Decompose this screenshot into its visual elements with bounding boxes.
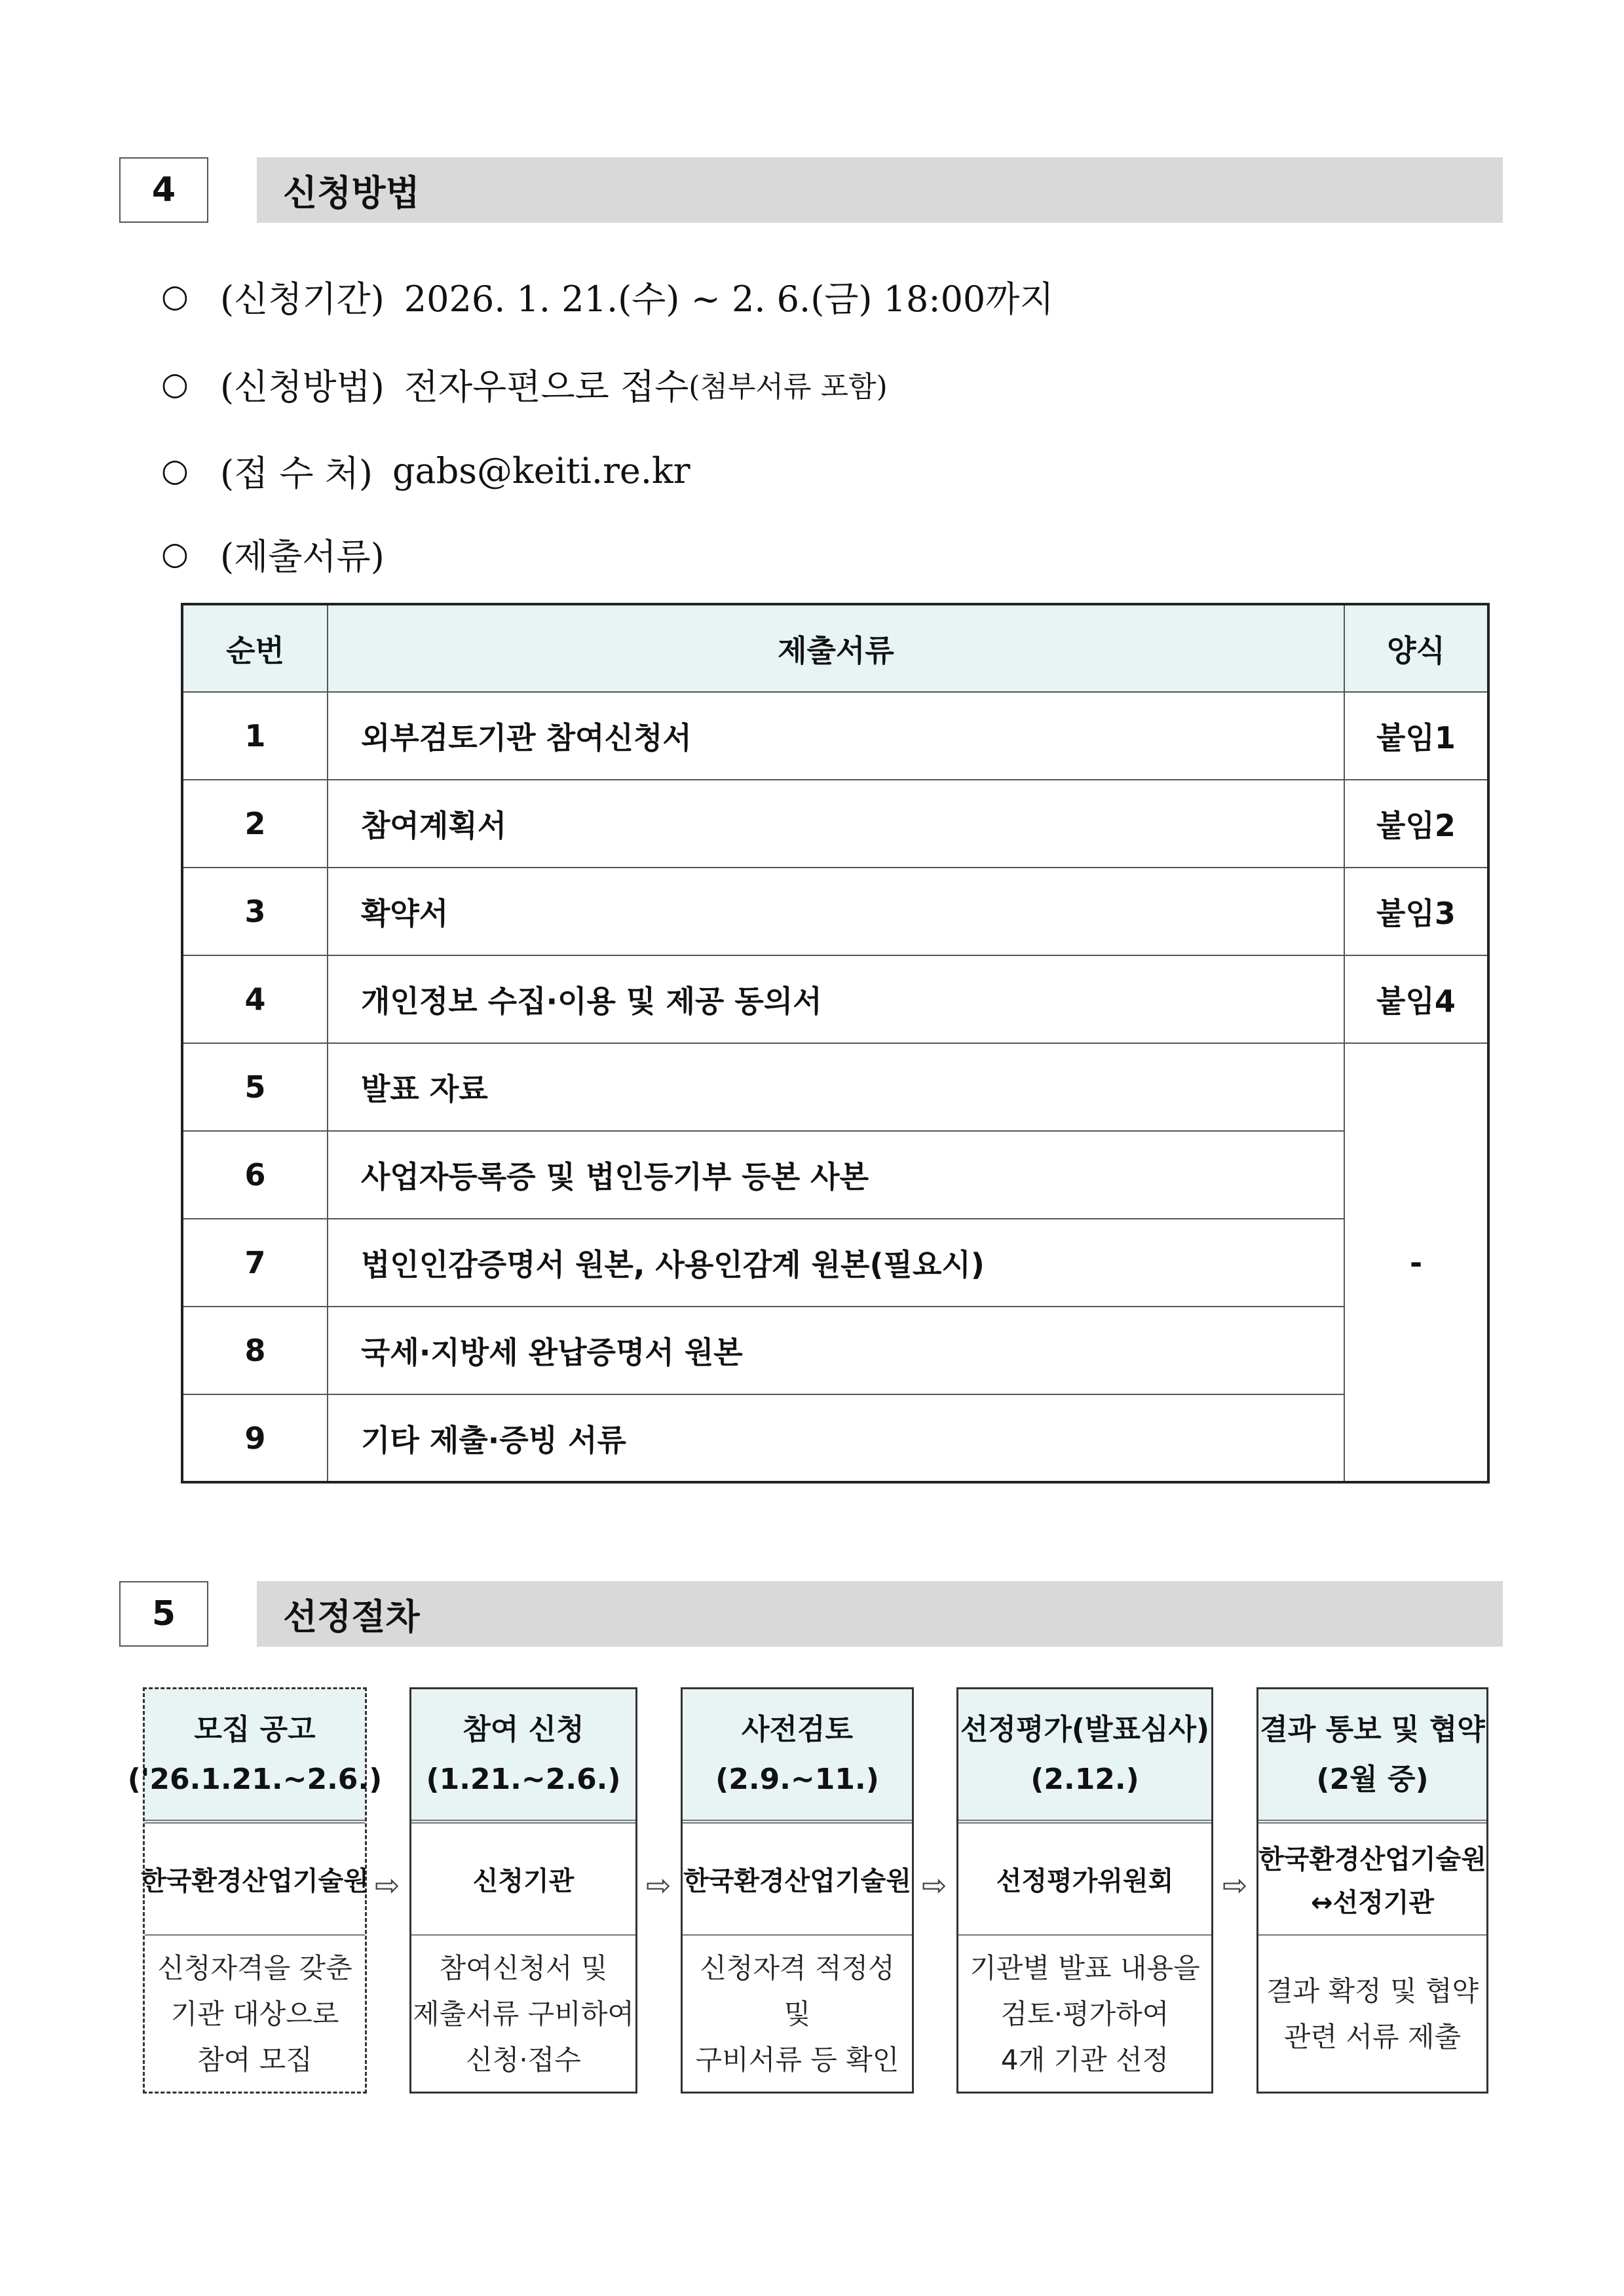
- bullet-label: (신청방법): [220, 366, 385, 408]
- row-document: 기타 제출·증빙 서류: [328, 1394, 1344, 1482]
- org-line: ↔선정기관: [1310, 1887, 1435, 1918]
- table-row: [182, 780, 1488, 868]
- desc-line: 4개 기관 선정: [1000, 2044, 1169, 2076]
- header-no: 순번: [182, 604, 328, 692]
- org-line: 신청기관: [472, 1866, 575, 1896]
- submission-documents-table: [181, 603, 1490, 1483]
- header-document: 제출서류: [328, 604, 1344, 692]
- section-number: 4: [119, 157, 208, 223]
- row-no: 8: [182, 1307, 328, 1394]
- org-line: 한국환경산업기술원: [683, 1866, 911, 1896]
- desc-line: 기관 대상으로: [170, 1998, 339, 2030]
- bullet-application-method: [161, 358, 888, 410]
- circle-bullet-icon: ○: [161, 366, 189, 402]
- table-row: [182, 1043, 1488, 1131]
- row-no: 7: [182, 1219, 328, 1307]
- flow-step-pre-review: [681, 1687, 914, 2094]
- desc-line: 신청·접수: [466, 2044, 581, 2076]
- row-no: 6: [182, 1131, 328, 1219]
- org-line: 선정평가위원회: [996, 1866, 1174, 1896]
- desc-line: 신청자격 적정성: [700, 1952, 895, 1984]
- step-title: 선정평가(발표심사): [960, 1712, 1210, 1746]
- table-row: [182, 692, 1488, 780]
- circle-bullet-icon: ○: [161, 278, 189, 315]
- step-period: (2.9.~11.): [715, 1762, 879, 1796]
- right-arrow-icon: ⇨: [922, 1867, 947, 1903]
- step-period: (2월 중): [1316, 1762, 1429, 1796]
- step-description: [1258, 1937, 1486, 2092]
- bullet-receiving-address: [161, 444, 690, 497]
- flow-step-application: [409, 1687, 637, 2094]
- desc-line: 관련 서류 제출: [1283, 2021, 1462, 2053]
- section-number: 5: [119, 1581, 208, 1647]
- header-form: 양식: [1344, 604, 1488, 692]
- row-document: 국세·지방세 완납증명서 원본: [328, 1307, 1344, 1394]
- row-document: 외부검토기관 참여신청서: [328, 692, 1344, 780]
- row-document: 발표 자료: [328, 1043, 1344, 1131]
- row-form: 붙임4: [1344, 955, 1488, 1043]
- step-description: [683, 1937, 912, 2092]
- section-title: 선정절차: [257, 1581, 1503, 1647]
- desc-line: 제출서류 구비하여: [413, 1998, 634, 2030]
- table-row: [182, 955, 1488, 1043]
- step-header: [958, 1689, 1211, 1824]
- row-no: 5: [182, 1043, 328, 1131]
- desc-line: 참여신청서 및: [439, 1952, 608, 1984]
- step-organization: [141, 1827, 369, 1936]
- bullet-value: 2026. 1. 21.(수) ~ 2. 6.(금) 18:00까지: [404, 278, 1054, 320]
- email-address: gabs@keiti.re.kr: [392, 450, 690, 491]
- step-description: [958, 1937, 1211, 2092]
- table-row: [182, 868, 1488, 955]
- desc-line: 참여 모집: [197, 2044, 312, 2076]
- row-document: 확약서: [328, 868, 1344, 955]
- desc-line: 기관별 발표 내용을: [970, 1952, 1200, 1984]
- bullet-value: 전자우편으로 접수: [404, 366, 689, 408]
- row-form: 붙임2: [1344, 780, 1488, 868]
- flow-step-evaluation: [956, 1687, 1213, 2094]
- row-document: 법인인감증명서 원본, 사용인감계 원본(필요시): [328, 1219, 1344, 1307]
- table-row: [182, 1394, 1488, 1482]
- row-no: 3: [182, 868, 328, 955]
- flow-step-recruitment: [127, 1687, 383, 2094]
- step-description: [145, 1937, 365, 2092]
- row-document: 개인정보 수집·이용 및 제공 동의서: [328, 955, 1344, 1043]
- step-header: [1258, 1689, 1486, 1824]
- flow-step-result-agreement: [1256, 1687, 1488, 2094]
- step-header: [127, 1689, 383, 1824]
- row-form-merged: -: [1344, 1043, 1488, 1482]
- bullet-note: (첨부서류 포함): [689, 370, 888, 404]
- bullet-submission-documents: [161, 527, 404, 580]
- step-organization: [683, 1827, 912, 1936]
- step-header: [411, 1689, 635, 1824]
- step-period: ('26.1.21.~2.6.): [127, 1762, 383, 1796]
- table-header-row: [182, 604, 1488, 692]
- bullet-label: (신청기간): [220, 278, 385, 320]
- step-organization: [1258, 1827, 1486, 1936]
- row-form: 붙임1: [1344, 692, 1488, 780]
- desc-line: 검토·평가하여: [1000, 1998, 1169, 2030]
- row-no: 2: [182, 780, 328, 868]
- bullet-label: (제출서류): [220, 535, 385, 577]
- bullet-application-period: [161, 270, 1054, 322]
- step-organization: [411, 1827, 635, 1936]
- table-row: [182, 1131, 1488, 1219]
- bullet-label: (접 수 처): [220, 452, 373, 494]
- table-row: [182, 1307, 1488, 1394]
- row-no: 9: [182, 1394, 328, 1482]
- right-arrow-icon: ⇨: [646, 1867, 671, 1903]
- right-arrow-icon: ⇨: [1222, 1867, 1248, 1903]
- section-title: 신청방법: [257, 157, 1503, 223]
- step-title: 모집 공고: [194, 1712, 316, 1746]
- step-description: [411, 1937, 635, 2092]
- circle-bullet-icon: ○: [161, 452, 189, 489]
- row-no: 4: [182, 955, 328, 1043]
- org-line: 한국환경산업기술원: [1258, 1844, 1486, 1875]
- right-arrow-icon: ⇨: [375, 1867, 400, 1903]
- desc-line: 결과 확정 및 협약: [1266, 1975, 1479, 2007]
- step-title: 참여 신청: [463, 1712, 584, 1746]
- section-4-header: [119, 157, 1503, 223]
- org-line: 한국환경산업기술원: [141, 1866, 369, 1896]
- step-title: 사전검토: [741, 1712, 853, 1746]
- row-form: 붙임3: [1344, 868, 1488, 955]
- row-document: 사업자등록증 및 법인등기부 등본 사본: [328, 1131, 1344, 1219]
- circle-bullet-icon: ○: [161, 535, 189, 572]
- step-period: (2.12.): [1030, 1762, 1139, 1796]
- step-header: [683, 1689, 912, 1824]
- table-row: [182, 1219, 1488, 1307]
- step-organization: [958, 1827, 1211, 1936]
- section-5-header: [119, 1581, 1503, 1647]
- row-document: 참여계획서: [328, 780, 1344, 868]
- row-no: 1: [182, 692, 328, 780]
- desc-line: 및: [784, 1998, 811, 2030]
- desc-line: 신청자격을 갖춘: [157, 1952, 352, 1984]
- desc-line: 구비서류 등 확인: [695, 2044, 899, 2076]
- step-period: (1.21.~2.6.): [426, 1762, 621, 1796]
- step-title: 결과 통보 및 협약: [1260, 1712, 1485, 1746]
